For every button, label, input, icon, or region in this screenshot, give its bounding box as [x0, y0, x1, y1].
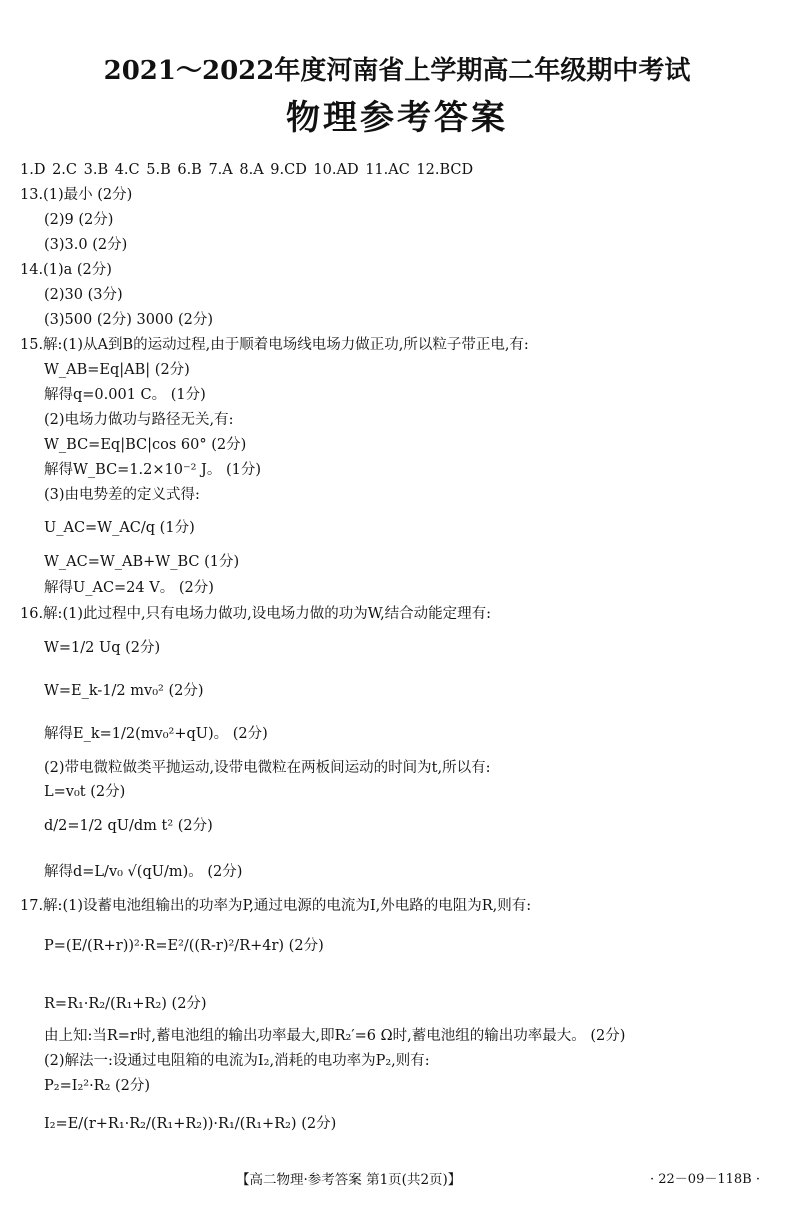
q15-part3: (3)由电势差的定义式得: — [44, 487, 200, 503]
q17-conclusion: 由上知:当R=r时,蓄电池组的输出功率最大,即R₂′=6 Ω时,蓄电池组的输出功率最大。 (2分) — [44, 1028, 626, 1044]
q17-intro: 17.解:(1)设蓄电池组输出的功率为P,通过电源的电流为I,外电路的电阻为R,则有: — [20, 898, 532, 914]
q16-eq-l: L=v₀t (2分) — [44, 784, 126, 800]
page-footer: 【高二物理·参考答案 第1页(共2页)】 — [236, 1172, 462, 1188]
q16-eq-work: W=1/2 Uq (2分) — [44, 640, 161, 656]
q13-part1: 13.(1)最小 (2分) — [20, 187, 133, 203]
q17-eq-p2: P₂=I₂²·R₂ (2分) — [44, 1078, 151, 1094]
q16-result-ek: 解得E_k=1/2(mv₀²+qU)。 (2分) — [44, 726, 268, 742]
q15-eq-wbc: W_BC=Eq|BC|cos 60° (2分) — [44, 437, 247, 453]
q13-part2: (2)9 (2分) — [44, 212, 114, 228]
q17-eq-power: P=(E/(R+r))²·R=E²/((R-r)²/R+4r) (2分) — [44, 938, 324, 954]
page-title: 2021～2022年度河南省上学期高二年级期中考试 — [103, 56, 691, 86]
q15-intro: 15.解:(1)从A到B的运动过程,由于顺着电场线电场力做正功,所以粒子带正电,有: — [20, 337, 529, 353]
q15-eq-uac: U_AC=W_AC/q (1分) — [44, 520, 195, 536]
q14-part1: 14.(1)a (2分) — [20, 262, 112, 278]
q15-part2: (2)电场力做功与路径无关,有: — [44, 412, 234, 428]
q16-part2: (2)带电微粒做类平抛运动,设带电微粒在两板间运动的时间为t,所以有: — [44, 760, 491, 776]
document-code: · 22－09－118B · — [650, 1172, 760, 1187]
q15-result-q: 解得q=0.001 C。 (1分) — [44, 387, 206, 403]
q16-eq-energy: W=E_k-1/2 mv₀² (2分) — [44, 683, 204, 699]
q14-part3: (3)500 (2分) 3000 (2分) — [44, 312, 214, 328]
q16-intro: 16.解:(1)此过程中,只有电场力做功,设电场力做的功为W,结合动能定理有: — [20, 606, 492, 622]
q14-part2: (2)30 (3分) — [44, 287, 123, 303]
q16-eq-d: d/2=1/2 qU/dm t² (2分) — [44, 818, 213, 834]
q15-eq-wab: W_AB=Eq|AB| (2分) — [44, 362, 190, 378]
q17-part2: (2)解法一:设通过电阻箱的电流为I₂,消耗的电功率为P₂,则有: — [44, 1053, 430, 1069]
q15-result-uac: 解得U_AC=24 V。 (2分) — [44, 580, 214, 596]
q17-eq-i2: I₂=E/(r+R₁·R₂/(R₁+R₂))·R₁/(R₁+R₂) (2分) — [44, 1116, 337, 1132]
q15-result-wbc: 解得W_BC=1.2×10⁻² J。 (1分) — [44, 462, 262, 478]
page-subtitle: 物理参考答案 — [286, 98, 508, 138]
q17-eq-resistance: R=R₁·R₂/(R₁+R₂) (2分) — [44, 996, 207, 1012]
q15-eq-wac: W_AC=W_AB+W_BC (1分) — [44, 554, 240, 570]
choice-answers: 1.D 2.C 3.B 4.C 5.B 6.B 7.A 8.A 9.CD 10.AD 11.AC 12.BCD — [20, 162, 474, 178]
q13-part3: (3)3.0 (2分) — [44, 237, 128, 253]
q16-result-d: 解得d=L/v₀ √(qU/m)。 (2分) — [44, 864, 243, 880]
